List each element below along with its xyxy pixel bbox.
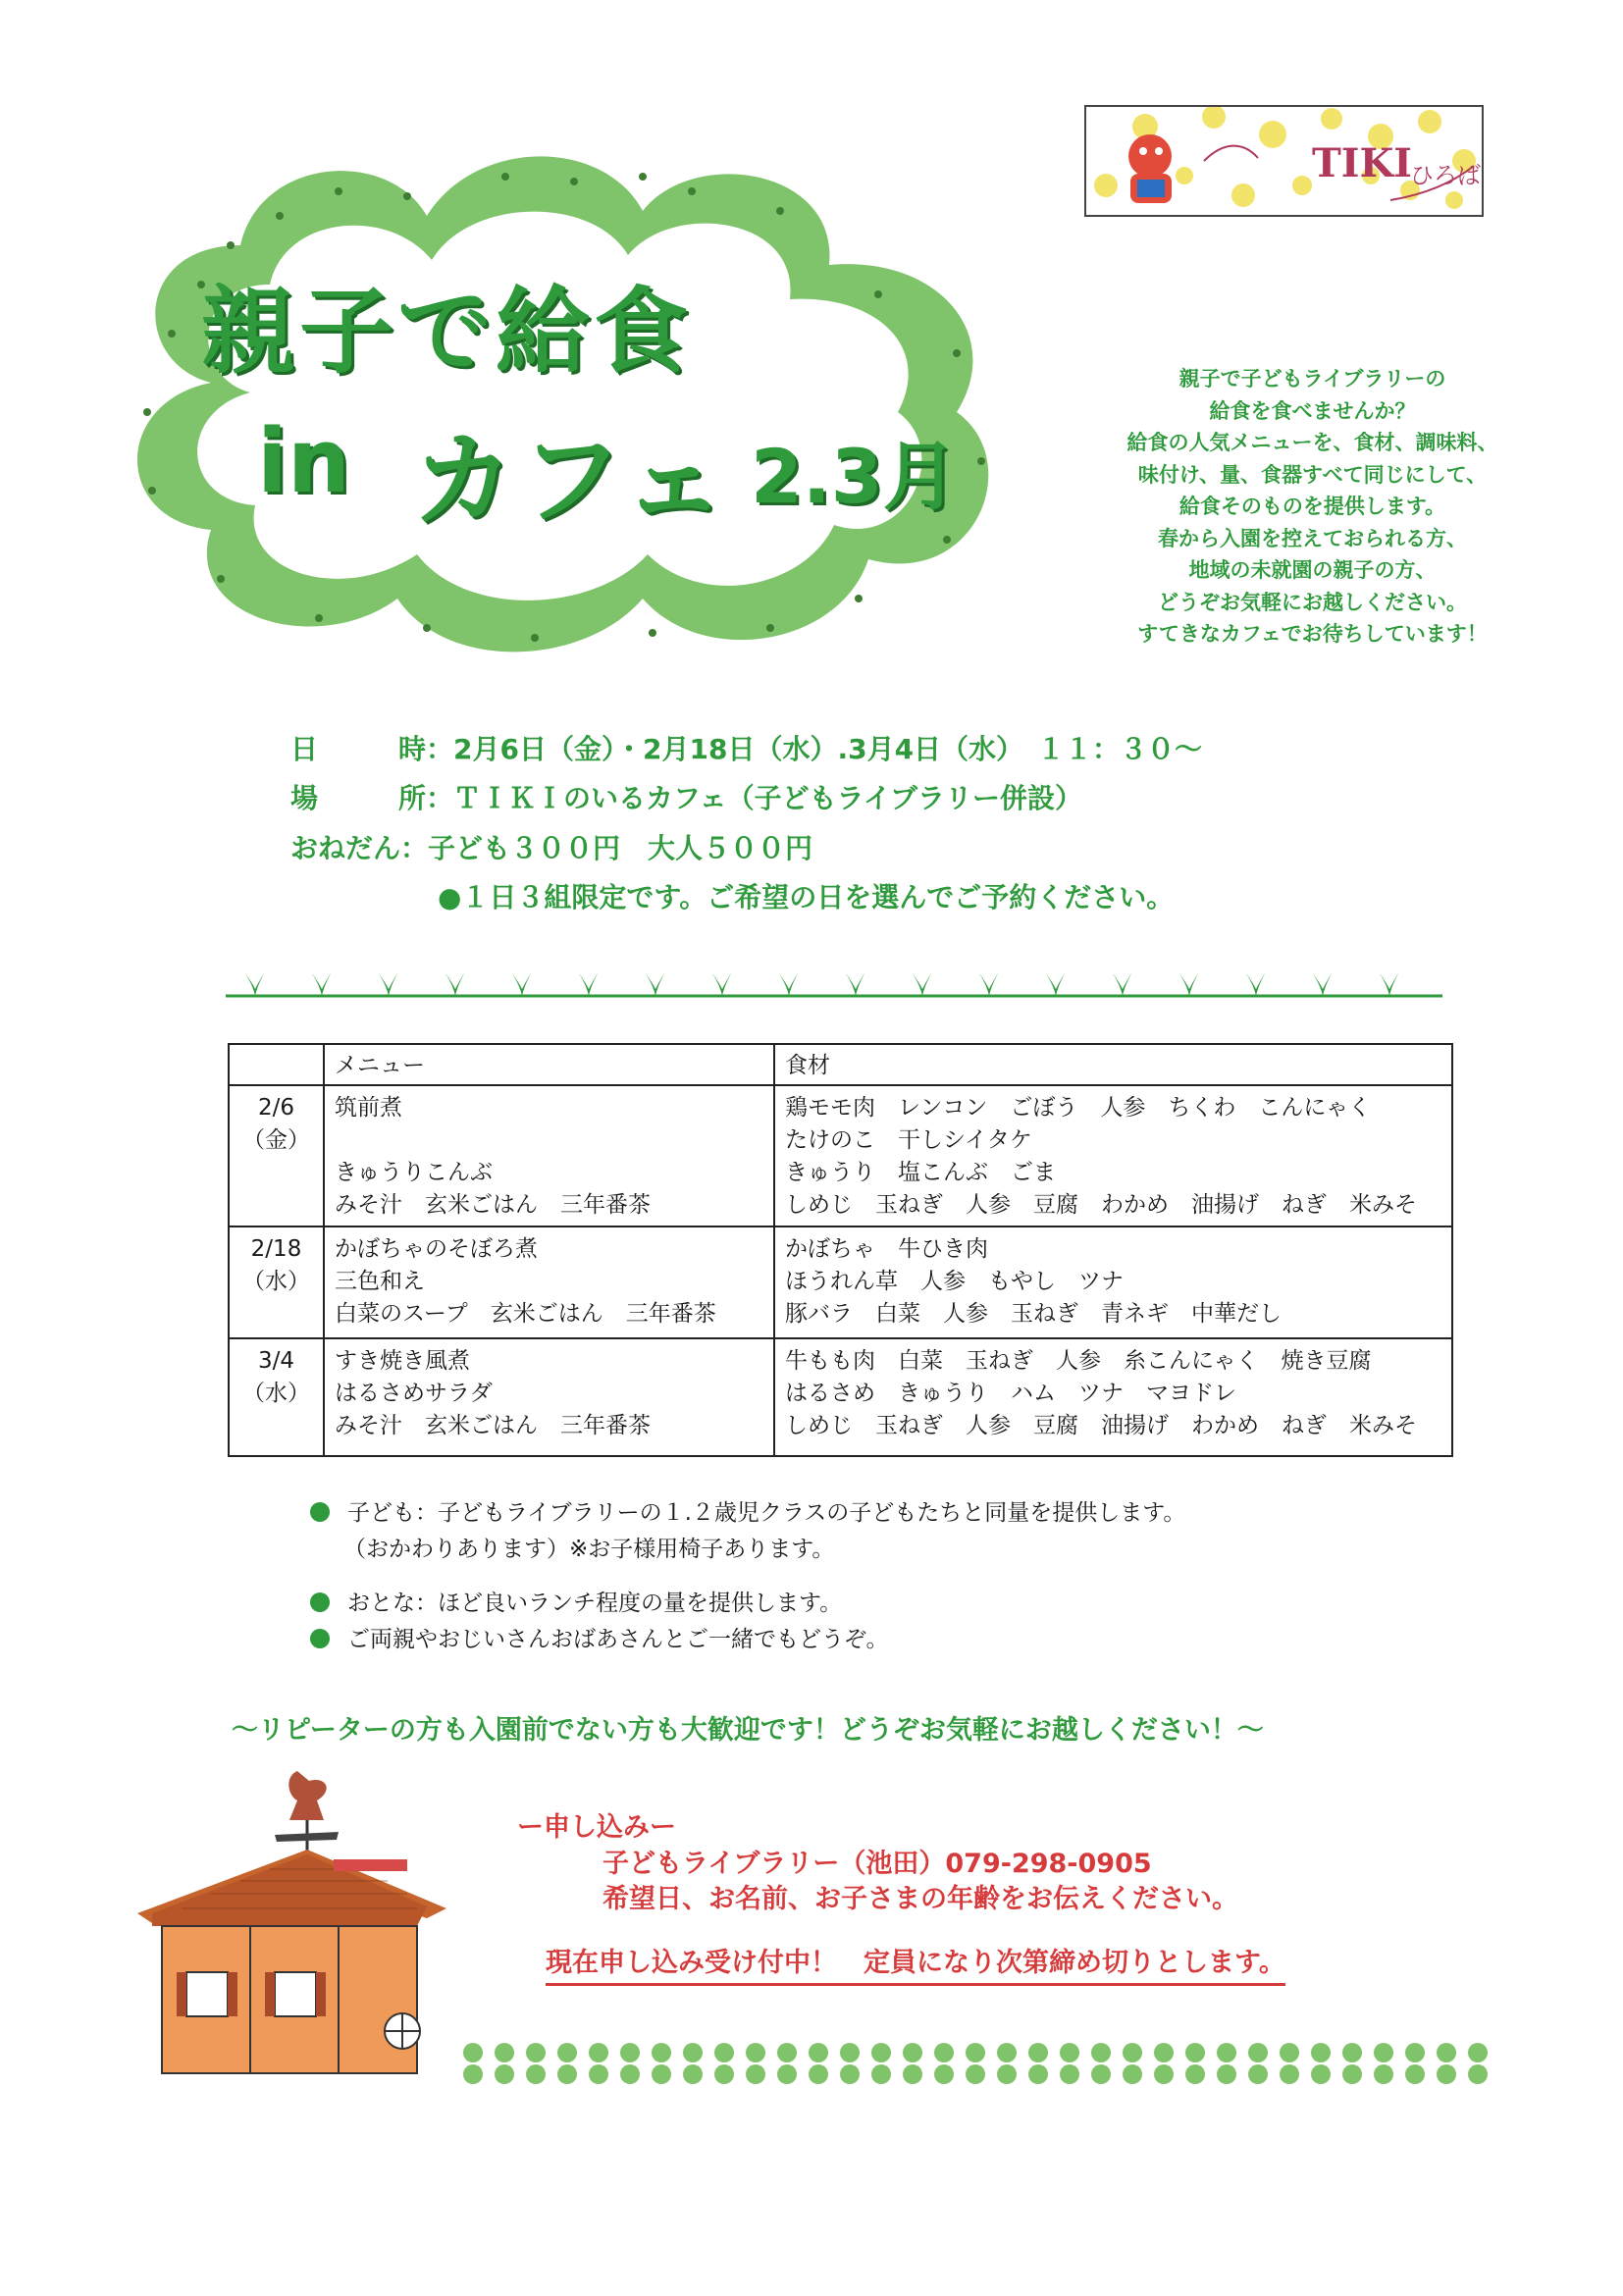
ingredient-line: たけのこ 干しシイタケ — [785, 1127, 1032, 1153]
weekday-text: （水） — [242, 1269, 310, 1294]
house-illustration — [123, 1771, 456, 2085]
place-label-a: 場 — [290, 782, 350, 814]
deco-dot-icon — [1405, 2043, 1425, 2062]
info-date — [290, 728, 1202, 767]
deco-dot-icon — [1154, 2064, 1174, 2084]
dot-border — [461, 2041, 1501, 2086]
menu-table — [228, 1043, 1453, 1457]
grass-blade-icon — [245, 971, 265, 996]
grass-blade-icon — [579, 971, 599, 996]
intro-line: 地域の未就園の親子の方、 — [1188, 558, 1437, 582]
dish: きゅうりこんぶ — [335, 1160, 493, 1185]
dish — [335, 1124, 763, 1157]
ingredient-line: ほうれん草 人参 もやし ツナ — [785, 1269, 1124, 1294]
menu-ingredients — [774, 1338, 1452, 1456]
deco-dot-icon — [557, 2043, 577, 2062]
ingredient-line: かぼちゃ 牛ひき肉 — [785, 1236, 988, 1262]
deco-dot-icon — [620, 2064, 640, 2084]
deco-dot-icon — [1091, 2043, 1111, 2062]
intro-text — [1045, 363, 1580, 651]
info-limit-note: ●１日３組限定です。ご希望の日を選んでご予約ください。 — [438, 881, 1175, 913]
date-text: 3/4 — [257, 1348, 294, 1374]
intro-line: 給食そのものを提供します。 — [1178, 495, 1446, 518]
deco-dot-icon — [1405, 2064, 1425, 2084]
deco-dot-icon — [966, 2043, 985, 2062]
deco-dot-icon — [463, 2043, 483, 2062]
deco-dot-icon — [1437, 2043, 1456, 2062]
deco-dot-icon — [683, 2043, 703, 2062]
menu-ingredients — [774, 1085, 1452, 1226]
note-family — [310, 1621, 889, 1653]
deco-dot-icon — [1311, 2064, 1331, 2084]
logo-text: TIKI — [1312, 140, 1412, 186]
ingredient-line: しめじ 玉ねぎ 人参 豆腐 油揚げ わかめ ねぎ 米みそ — [785, 1413, 1417, 1438]
grass-blade-icon — [1046, 971, 1066, 996]
deco-dot-icon — [934, 2064, 954, 2084]
deco-dot-icon — [652, 2064, 671, 2084]
menu-dishes — [324, 1226, 774, 1338]
note-adult — [310, 1585, 842, 1617]
deco-dot-icon — [746, 2064, 765, 2084]
header-menu: メニュー — [324, 1044, 774, 1085]
info-price — [290, 827, 812, 866]
deco-dot-icon — [652, 2043, 671, 2062]
intro-line: 給食の人気メニューを、食材、調味料、 — [1126, 431, 1498, 454]
menu-date — [229, 1338, 324, 1456]
note-child-text: 子ども：子どもライブラリーの１.２歳児クラスの子どもたちと同量を提供します。 — [347, 1500, 1186, 1526]
weekday-text: （水） — [242, 1381, 310, 1406]
deco-dot-icon — [903, 2064, 922, 2084]
deco-dot-icon — [1342, 2043, 1362, 2062]
application-status: 現在申し込み受け付中！ 定員になり次第締め切りとします。 — [546, 1941, 1285, 1986]
menu-row — [229, 1085, 1452, 1226]
deco-dot-icon — [495, 2043, 514, 2062]
deco-dot-icon — [1468, 2064, 1488, 2084]
grass-divider — [226, 952, 1442, 1001]
date-value: ：2月6日（金）・2月18日（水）.3月4日（水） １１：３０～ — [426, 733, 1203, 765]
deco-dot-icon — [871, 2043, 891, 2062]
note-adult-text: おとな：ほど良いランチ程度の量を提供します。 — [347, 1591, 843, 1616]
grass-blade-icon — [646, 971, 665, 996]
deco-dot-icon — [1280, 2043, 1299, 2062]
deco-dot-icon — [871, 2064, 891, 2084]
application-info: 希望日、お名前、お子さまの年齢をお伝えください。 — [602, 1884, 1238, 1914]
deco-dot-icon — [1123, 2043, 1142, 2062]
deco-dot-icon — [777, 2043, 797, 2062]
title-cafe: カフェ — [412, 420, 731, 540]
deco-dot-icon — [840, 2043, 860, 2062]
grass-blade-icon — [445, 971, 465, 996]
deco-dot-icon — [1374, 2064, 1393, 2084]
ingredient-line: 豚バラ 白菜 人参 玉ねぎ 青ネギ 中華だし — [785, 1301, 1282, 1327]
grass-blade-icon — [779, 971, 799, 996]
note-child — [310, 1494, 1185, 1527]
deco-dot-icon — [966, 2064, 985, 2084]
date-text: 2/6 — [257, 1095, 294, 1121]
date-label-a: 日 — [290, 733, 350, 765]
deco-dot-icon — [683, 2064, 703, 2084]
header-ingredients: 食材 — [774, 1044, 1452, 1085]
grass-blade-icon — [1113, 971, 1132, 996]
menu-date — [229, 1226, 324, 1338]
weekday-text: （金） — [242, 1127, 310, 1153]
place-label-b: 所 — [398, 782, 427, 814]
menu-row — [229, 1226, 1452, 1338]
deco-dot-icon — [589, 2043, 608, 2062]
grass-blade-icon — [512, 971, 532, 996]
intro-line: 給食を食べませんか？ — [1209, 398, 1416, 423]
intro-line: どうぞお気軽にお越しください。 — [1158, 590, 1467, 614]
title-in: in — [257, 410, 350, 513]
deco-dot-icon — [526, 2064, 546, 2084]
grass-blade-icon — [379, 971, 398, 996]
menu-dishes — [324, 1338, 774, 1456]
deco-dot-icon — [589, 2064, 608, 2084]
grass-blade-icon — [846, 971, 865, 996]
grass-blade-icon — [1380, 971, 1399, 996]
intro-line: 味付け、量、食器すべて同じにして、 — [1137, 462, 1488, 487]
deco-dot-icon — [809, 2064, 828, 2084]
title-main: 親子で給食 — [201, 277, 692, 387]
deco-dot-icon — [495, 2064, 514, 2084]
price-value: ：子ども３００円 大人５００円 — [400, 832, 813, 864]
intro-line: 親子で子どもライブラリーの — [1178, 367, 1446, 391]
dish: 筑前煮 — [335, 1095, 402, 1121]
deco-dot-icon — [557, 2064, 577, 2084]
logo-subtext: ひろば — [1410, 162, 1481, 189]
note-child-extra: （おかわりあります）※お子様用椅子あります。 — [343, 1537, 835, 1562]
ingredient-line: はるさめ きゅうり ハム ツナ マヨドレ — [785, 1381, 1236, 1406]
note-family-text: ご両親やおじいさんおばあさんとご一緒でもどうぞ。 — [347, 1627, 889, 1652]
dish: みそ汁 玄米ごはん 三年番茶 — [335, 1192, 651, 1218]
deco-dot-icon — [1374, 2043, 1393, 2062]
deco-dot-icon — [1185, 2043, 1205, 2062]
deco-dot-icon — [1217, 2064, 1236, 2084]
dish: すき焼き風煮 — [335, 1348, 470, 1374]
deco-dot-icon — [777, 2064, 797, 2084]
tiki-logo — [1084, 105, 1484, 217]
deco-dot-icon — [1280, 2064, 1299, 2084]
dish: 白菜のスープ 玄米ごはん 三年番茶 — [335, 1301, 716, 1327]
dish: はるさめサラダ — [335, 1381, 493, 1406]
deco-dot-icon — [934, 2043, 954, 2062]
bullet-icon — [310, 1629, 330, 1648]
price-label: おねだん — [290, 832, 401, 864]
deco-dot-icon — [840, 2064, 860, 2084]
ingredient-line: 牛もも肉 白菜 玉ねぎ 人参 糸こんにゃく 焼き豆腐 — [785, 1348, 1372, 1374]
place-value: ：ＴＩＫＩのいるカフェ（子どもライブラリー併設） — [426, 782, 1082, 814]
rooster-icon — [288, 1771, 326, 1820]
menu-ingredients — [774, 1226, 1452, 1338]
grass-blade-icon — [1313, 971, 1333, 996]
deco-dot-icon — [997, 2064, 1017, 2084]
intro-line: すてきなカフェでお待ちしています！ — [1137, 622, 1488, 646]
deco-dot-icon — [1311, 2043, 1331, 2062]
deco-dot-icon — [714, 2043, 734, 2062]
deco-dot-icon — [1185, 2064, 1205, 2084]
application-title: ー申し込みー — [517, 1812, 676, 1843]
header-date — [229, 1044, 324, 1085]
menu-header-row — [229, 1044, 1452, 1085]
welcome-message: ～リピーターの方も入園前でない方も大歓迎です！どうぞお気軽にお越しください！～ — [232, 1715, 1264, 1746]
grass-blade-icon — [312, 971, 332, 996]
intro-line: 春から入園を控えておられる方、 — [1158, 526, 1467, 550]
grass-blade-icon — [712, 971, 732, 996]
dish: かぼちゃのそぼろ煮 — [335, 1236, 538, 1262]
deco-dot-icon — [1060, 2064, 1079, 2084]
deco-dot-icon — [1154, 2043, 1174, 2062]
info-place — [290, 777, 1082, 816]
ingredient-line: 鶏モモ肉 レンコン ごぼう 人参 ちくわ こんにゃく — [785, 1095, 1371, 1121]
deco-dot-icon — [1248, 2043, 1268, 2062]
deco-dot-icon — [1091, 2064, 1111, 2084]
deco-dot-icon — [1060, 2043, 1079, 2062]
deco-dot-icon — [714, 2064, 734, 2084]
menu-row — [229, 1338, 1452, 1456]
deco-dot-icon — [1248, 2064, 1268, 2084]
bullet-icon — [310, 1592, 330, 1612]
deco-dot-icon — [1217, 2043, 1236, 2062]
deco-dot-icon — [1437, 2064, 1456, 2084]
grass-blade-icon — [1179, 971, 1199, 996]
dish: 三色和え — [335, 1269, 425, 1294]
dish: みそ汁 玄米ごはん 三年番茶 — [335, 1413, 651, 1438]
deco-dot-icon — [526, 2043, 546, 2062]
deco-dot-icon — [903, 2043, 922, 2062]
deco-dot-icon — [1028, 2064, 1048, 2084]
deco-dot-icon — [463, 2064, 483, 2084]
tiki-character-icon — [1128, 134, 1172, 178]
deco-dot-icon — [1123, 2064, 1142, 2084]
deco-dot-icon — [809, 2043, 828, 2062]
application-contact: 子どもライブラリー（池田）079-298-0905 — [602, 1849, 1152, 1879]
ingredient-line: きゅうり 塩こんぶ ごま — [785, 1160, 1056, 1185]
menu-dishes — [324, 1085, 774, 1226]
deco-dot-icon — [1342, 2064, 1362, 2084]
menu-date — [229, 1085, 324, 1226]
grass-blade-icon — [913, 971, 932, 996]
title-month: 2.3月 — [751, 433, 958, 520]
grass-blade-icon — [979, 971, 999, 996]
grass-blade-icon — [1246, 971, 1266, 996]
deco-dot-icon — [1028, 2043, 1048, 2062]
bullet-icon — [310, 1502, 330, 1522]
ingredient-line: しめじ 玉ねぎ 人参 豆腐 わかめ 油揚げ ねぎ 米みそ — [785, 1192, 1417, 1218]
date-text: 2/18 — [250, 1236, 302, 1262]
deco-dot-icon — [620, 2043, 640, 2062]
deco-dot-icon — [1468, 2043, 1488, 2062]
date-label-b: 時 — [398, 733, 427, 765]
deco-dot-icon — [997, 2043, 1017, 2062]
deco-dot-icon — [746, 2043, 765, 2062]
